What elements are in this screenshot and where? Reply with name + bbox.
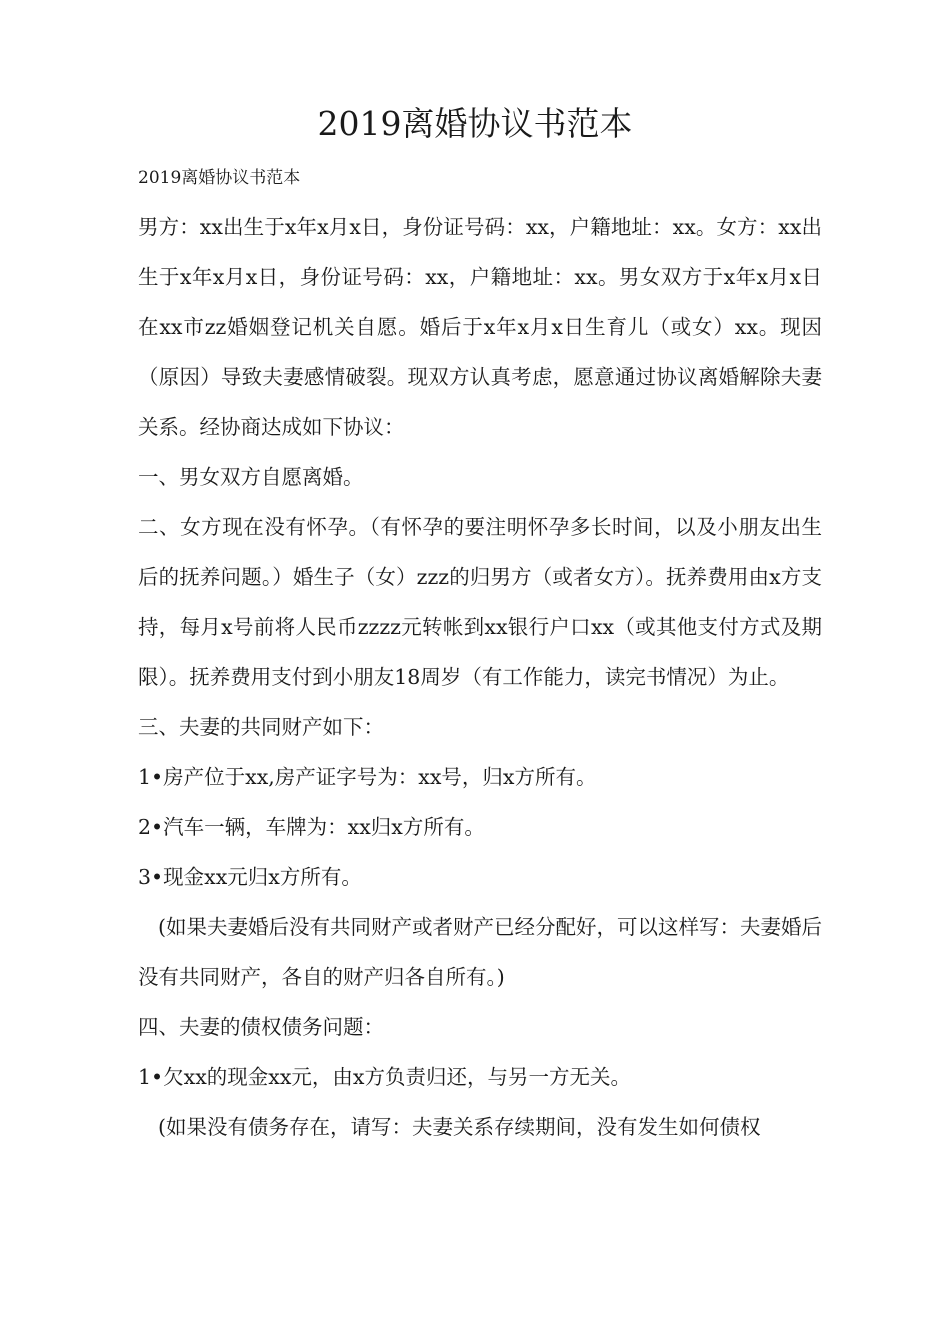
paragraph-clause-1: 一、男女双方自愿离婚。	[138, 465, 364, 489]
list-item-property-1: 1•房产位于xx,房产证字号为：xx号，归x方所有。	[138, 765, 597, 789]
list-item-property-3: 3•现金xx元归x方所有。	[138, 865, 362, 889]
paragraph-clause-4: 四、夫妻的债权债务问题：	[138, 1015, 384, 1039]
paragraph-clause-2: 二、女方现在没有怀孕。（有怀孕的要注明怀孕多长时间，以及小朋友出生后的抚养问题。）婚生子（女）zzz的归男方（或者女方）。抚养费用由x方支持，每月x号前将人民币zzzz元转帐到xx银行户口xx（或其他支付方式及期限）。抚养费用支付到小朋友18周岁（有工作能力，读完书情况）为止。	[138, 515, 822, 689]
paragraph-property-note: (如果夫妻婚后没有共同财产或者财产已经分配好，可以这样写：夫妻婚后没有共同财产，各自的财产归各自所有。)	[138, 915, 822, 989]
document-subtitle: 2019离婚协议书范本	[138, 168, 301, 188]
document-body	[138, 154, 822, 1152]
paragraph-parties: 男方：xx出生于x年x月x日，身份证号码：xx，户籍地址：xx。女方：xx出生于x年x月x日，身份证号码：xx，户籍地址：xx。男女双方于x年x月x日在xx市zz婚姻登记机关自愿。婚后于x年x月x日生育儿（或女）xx。现因（原因）导致夫妻感情破裂。现双方认真考虑，愿意通过协议离婚解除夫妻关系。经协商达成如下协议：	[138, 215, 822, 439]
list-item-debt-1: 1•欠xx的现金xx元，由x方负责归还，与另一方无关。	[138, 1065, 631, 1089]
paragraph-debt-note: (如果没有债务存在，请写：夫妻关系存续期间，没有发生如何债权	[158, 1115, 761, 1139]
document-title: 2019离婚协议书范本	[317, 104, 633, 143]
list-item-property-2: 2•汽车一辆，车牌为：xx归x方所有。	[138, 815, 485, 839]
paragraph-clause-3: 三、夫妻的共同财产如下：	[138, 715, 384, 739]
